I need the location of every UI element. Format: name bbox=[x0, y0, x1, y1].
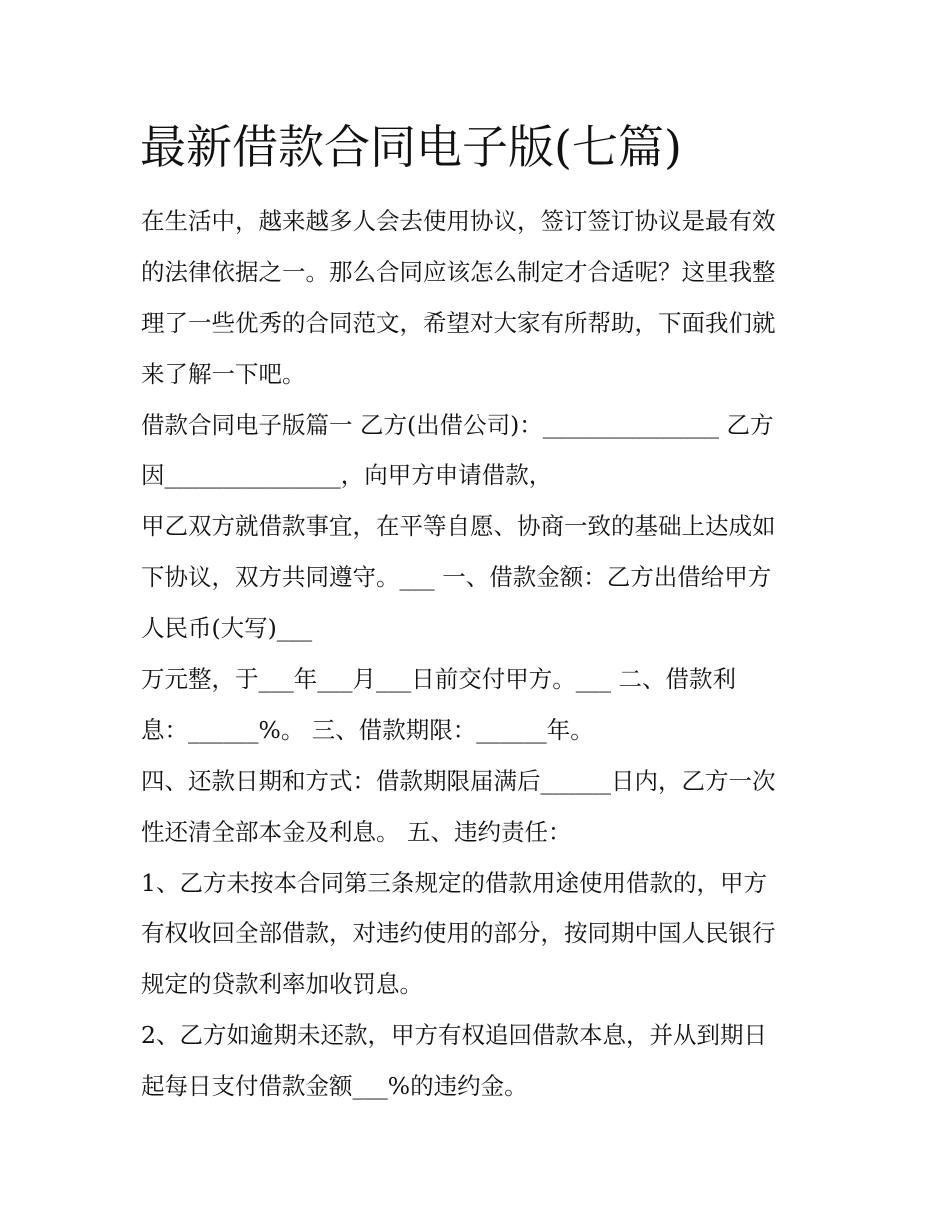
text-line: 性还清全部本金及利息。 五、违约责任： bbox=[141, 817, 572, 846]
text-line: 在生活中，越来越多人会去使用协议，签订签订协议是最有效 bbox=[141, 207, 776, 235]
text-line: 万元整，于___年___月___日前交付甲方。___ 二、借款利 bbox=[141, 665, 736, 694]
document-title: 最新借款合同电子版(七篇) bbox=[140, 120, 682, 174]
paragraph bbox=[141, 1010, 831, 1112]
document-body bbox=[141, 196, 831, 1112]
text-line: 人民币(大写)___ bbox=[141, 614, 313, 643]
paragraph bbox=[141, 196, 831, 400]
text-line: 理了一些优秀的合同范文，希望对大家有所帮助，下面我们就 bbox=[141, 308, 776, 337]
text-line: 1、乙方未按本合同第三条规定的借款用途使用借款的，甲方 bbox=[141, 868, 767, 897]
text-line: 规定的贷款利率加收罚息。 bbox=[141, 970, 423, 999]
text-line: 起每日支付借款金额___%的违约金。 bbox=[141, 1072, 528, 1101]
paragraph bbox=[141, 858, 831, 1011]
text-line: 甲乙双方就借款事宜，在平等自愿、协商一致的基础上达成如 bbox=[141, 512, 776, 541]
text-line: 2、乙方如逾期未还款，甲方有权追回借款本息，并从到期日 bbox=[141, 1021, 767, 1050]
paragraph bbox=[141, 400, 831, 502]
text-line: 来了解一下吧。 bbox=[141, 359, 306, 388]
text-line: 有权收回全部借款，对违约使用的部分，按同期中国人民银行 bbox=[141, 919, 776, 948]
text-line: 四、还款日期和方式：借款期限届满后______日内，乙方一次 bbox=[141, 766, 776, 795]
text-line: 借款合同电子版篇一 乙方(出借公司)：_______________ 乙方 bbox=[141, 410, 774, 439]
text-line: 下协议，双方共同遵守。___ 一、借款金额：乙方出借给甲方 bbox=[141, 563, 772, 592]
text-line: 因_______________，向甲方申请借款， bbox=[141, 461, 553, 490]
paragraph bbox=[141, 756, 831, 858]
text-line: 息：______%。 三、借款期限：______年。 bbox=[141, 715, 594, 744]
paragraph bbox=[141, 501, 831, 654]
text-line: 的法律依据之一。那么合同应该怎么制定才合适呢？这里我整 bbox=[141, 257, 776, 286]
paragraph bbox=[141, 654, 831, 756]
